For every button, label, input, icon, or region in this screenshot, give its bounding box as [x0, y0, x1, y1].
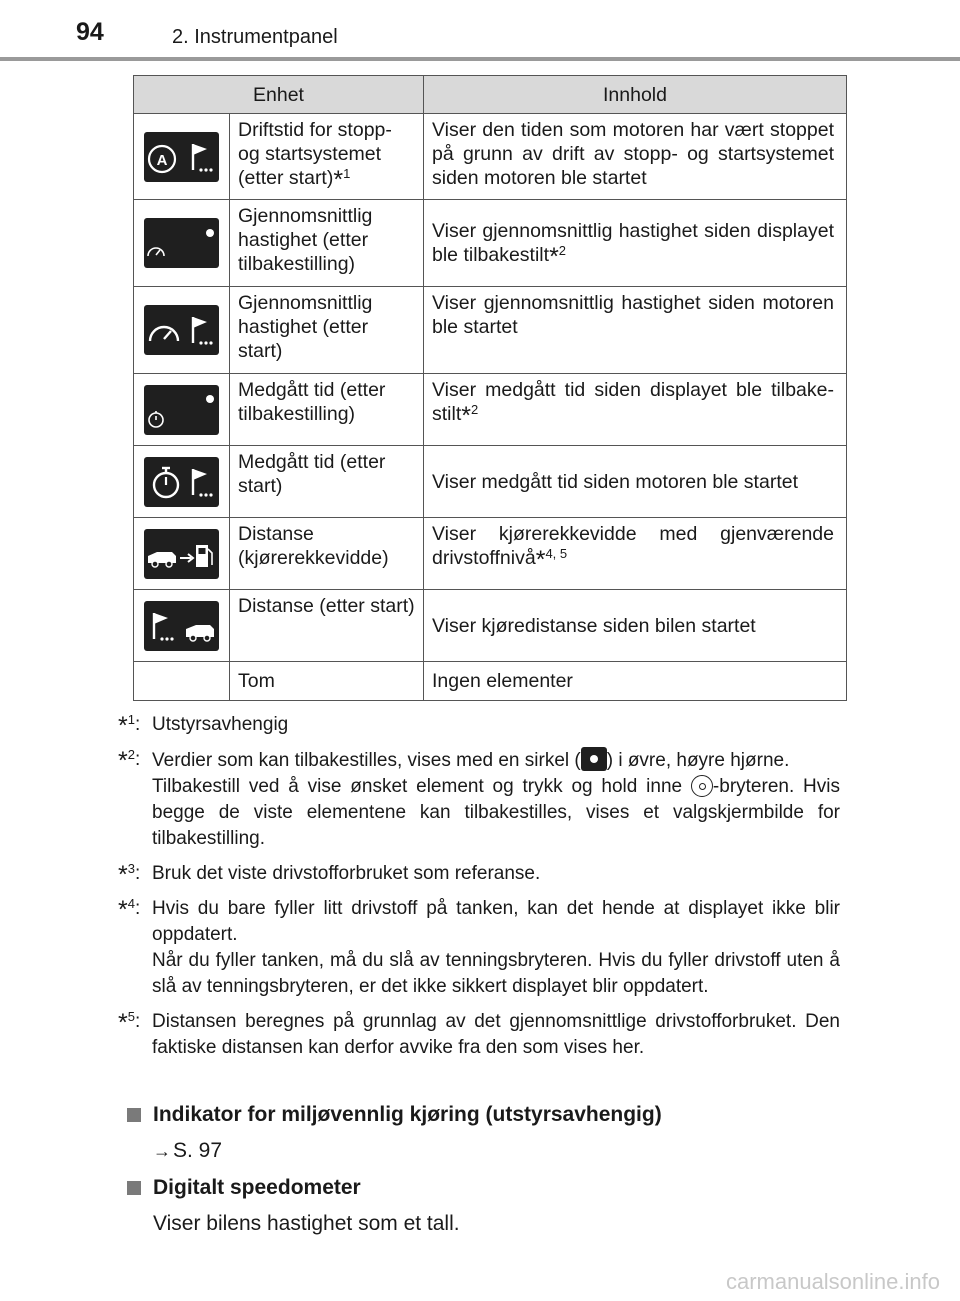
page-number: 94: [76, 18, 104, 46]
section-title: 2. Instrumentpanel: [172, 26, 338, 48]
footnote-mark: *: [535, 546, 546, 574]
row-description: Viser gjennomsnittlig hastighet siden motoren ble startet: [432, 292, 834, 338]
footnote-star: *: [118, 896, 128, 924]
row-description: Viser medgått tid siden displayet ble tilbakestilt: [432, 379, 834, 425]
footnote-star: *: [118, 1009, 128, 1037]
subsection-title: Digitalt speedometer: [153, 1176, 361, 1199]
flag-car-distance-icon: [144, 601, 219, 651]
col-content-header: Innhold: [424, 76, 847, 114]
footnote-text: Hvis du bare fyller litt drivstoff på tanken, kan det hende at displayet ikke blir oppdatert.: [152, 898, 840, 945]
speedometer-flag-icon: [144, 305, 219, 355]
col-unit-header: Enhet: [134, 76, 424, 114]
row-name: Medgått tid (etter start): [238, 451, 386, 497]
table-row: [134, 590, 847, 662]
table-header-row: [134, 76, 847, 114]
table-row: [134, 662, 847, 701]
footnote-ref: 4, 5: [545, 546, 568, 561]
footnote-mark: *: [461, 402, 471, 430]
speedometer-reset-icon: [144, 218, 219, 268]
table-row: [134, 374, 847, 446]
watermark: carmanualsonline.info: [725, 1269, 940, 1294]
row-description: Viser den tiden som motoren har vært stoppet på grunn av drift av stopp- og startsystemet siden motoren ble startet: [432, 119, 834, 189]
footnote-star: *: [118, 712, 128, 740]
table-row: [134, 287, 847, 374]
footnote-text: ) i øvre, høyre hjørne.: [606, 750, 790, 771]
row-name: Medgått tid (etter tilbakestilling): [238, 379, 386, 425]
row-name: Driftstid for stopp- og startsystemet (etter start): [238, 119, 392, 189]
footnote-3: *$^3$: Bruk det viste drivstofforbruket som referanse.: [118, 861, 840, 887]
table-row: [134, 446, 847, 518]
arrow-right-icon: →: [153, 1141, 171, 1161]
subsection-body: Viser bilens hastighet som et tall.: [153, 1212, 460, 1235]
row-name: Distanse (etter start): [238, 595, 415, 617]
footnote-number: 1: [127, 712, 135, 727]
footnote-text: Verdier som kan tilbakestilles, vises med en sirkel (: [152, 750, 581, 771]
footnote-2: *$^2$: Verdier som kan tilbakestilles, vises med en sirkel ( ) i øvre, høyre hjørne. Tilbakestill ved å vise ønsket element og trykk og hold inne -bryteren. Hvis begge de viste elementene kan tilbakestilles, vises et valgskjermbilde for tilbakestilling.: [118, 747, 840, 849]
stopwatch-flag-icon: [144, 457, 219, 507]
stopwatch-reset-icon: [144, 385, 219, 435]
row-name: Tom: [238, 670, 275, 692]
page-reference-text: S. 97: [173, 1139, 223, 1162]
footnote-text: Utstyrsavhengig: [152, 714, 289, 735]
stop-start-flag-icon: [144, 132, 219, 182]
footnote-text: Bruk det viste drivstofforbruket som referanse.: [152, 863, 541, 884]
footnote-number: 3: [127, 861, 135, 876]
subsection-title: Indikator for miljøvennlig kjøring (utstyrsavhengig): [153, 1103, 662, 1126]
row-description: Ingen elementer: [432, 670, 573, 692]
page-reference[interactable]: [153, 1139, 222, 1163]
row-description: Viser kjøredistanse siden bilen startet: [432, 614, 756, 637]
row-description: Viser kjørerekkevidde med gjenværende drivstoffnivå: [432, 523, 834, 569]
subsection-heading: [127, 1103, 662, 1127]
footnotes: [118, 712, 840, 1070]
footnote-1: *$^1$: Utstyrsavhengig: [118, 712, 840, 738]
footnote-number: 4: [127, 896, 135, 911]
row-description: Viser gjennomsnittlig hastighet siden displayet ble tilbakestilt: [432, 220, 834, 266]
footnote-star: *: [118, 861, 128, 889]
units-table: [133, 75, 847, 701]
footnote-ref: 2: [558, 243, 567, 258]
footnote-4: *$^4$: Hvis du bare fyller litt drivstoff på tanken, kan det hende at displayet ikke blir oppdatert. Når du fyller tanken, må du slå av tenningsbryteren. Hvis du fyller drivstoff uten å slå av tenningsbryteren, er det ikke sikkert displayet blir oppdatert.: [118, 896, 840, 997]
table-row: [134, 200, 847, 287]
reset-circle-icon: [581, 747, 607, 771]
footnote-mark: *: [333, 166, 344, 194]
bullet-square-icon: [127, 1181, 141, 1195]
dial-switch-icon: [691, 775, 713, 797]
footnote-number: 5: [127, 1009, 135, 1024]
row-name: Distanse (kjørerekkevidde): [238, 523, 389, 569]
subsection-heading: [127, 1176, 361, 1200]
table-row: [134, 114, 847, 200]
footnote-text: Når du fyller tanken, må du slå av tenningsbryteren. Hvis du fyller drivstoff uten å slå av tenningsbryteren, er det ikke sikkert displayet blir oppdatert.: [152, 950, 840, 997]
svg-text:A: A: [156, 151, 168, 169]
header-rule: [0, 57, 960, 61]
row-name: Gjennomsnittlig hastighet (etter start): [238, 292, 373, 362]
footnote-text: -bryteren. Hvis begge de viste elementene kan tilbakestilles, vises et valgskjermbilde for tilbakestilling.: [152, 776, 840, 849]
bullet-square-icon: [127, 1108, 141, 1122]
row-description: Viser medgått tid siden motoren ble startet: [432, 470, 798, 493]
footnote-number: 2: [127, 747, 135, 762]
footnote-ref: 2: [470, 402, 479, 417]
car-fuel-range-icon: [144, 529, 219, 579]
footnote-ref: 1: [343, 166, 351, 181]
footnote-text: Distansen beregnes på grunnlag av det gjennomsnittlige drivstofforbruket. Den faktiske distansen kan derfor avvike fra den som vises her.: [152, 1011, 840, 1058]
footnote-text: Tilbakestill ved å vise ønsket element og trykk og hold inne: [152, 776, 691, 797]
table-row: [134, 518, 847, 590]
footnote-mark: *: [549, 243, 559, 271]
footnote-star: *: [118, 747, 128, 775]
footnote-5: *$^5$: Distansen beregnes på grunnlag av det gjennomsnittlige drivstofforbruket. Den faktiske distansen kan derfor avvike fra den som vises her.: [118, 1009, 840, 1061]
row-name: Gjennomsnittlig hastighet (etter tilbakestilling): [238, 205, 373, 275]
